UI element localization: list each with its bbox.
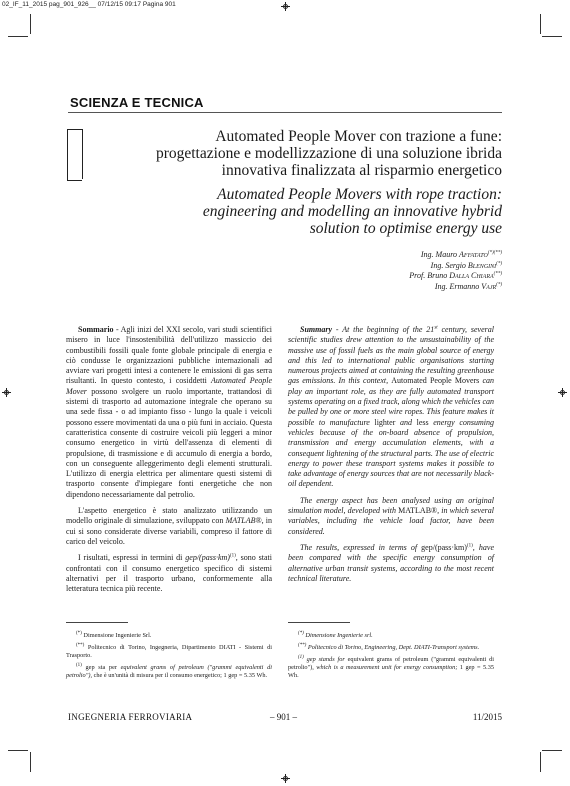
text-run: can play an important role, as they are fully automated transport systems operating on a fixed track, along which the vehicles can be pulled by one or more steel wire ropes. This feature makes it possible to manufacture: [288, 376, 494, 427]
registration-mark-icon: [281, 2, 290, 11]
footnote-mark: (**): [298, 642, 307, 648]
crop-mark: [8, 750, 28, 751]
author-affiliation-mark: (**): [493, 271, 502, 277]
title-en-line: solution to optimise energy use: [309, 220, 502, 237]
text-run-upright: Automated People Movers: [391, 376, 480, 386]
text-run: century, several scientific studies drew attention to the unsustainability of the massive use of fossil fuels as the main global source of energy and this led to international public organisations starting numerous projects aimed at containing the resulting greenhouse gas emissions. In this context,: [288, 325, 494, 386]
author-affiliation-mark: (*)(**): [487, 250, 502, 256]
author: [202, 282, 502, 293]
crop-mark: [542, 750, 562, 751]
text-run-upright: MATLAB®: [398, 506, 438, 516]
title-en-line: engineering and modelling an innovative hybrid: [202, 203, 502, 220]
title-english: [102, 186, 502, 237]
title-it-line: innovativa finalizzata al risparmio energetico: [221, 162, 502, 179]
footnote: [66, 644, 272, 660]
text-run-upright: lighter: [374, 417, 396, 427]
text-run: , sono stati confrontati con il consumo energetico specifico di sistemi alternativi per il trasporto urbano, conformemente alla letteratura tecnica più recente.: [66, 553, 272, 594]
summary-paragraph: [66, 506, 272, 547]
text-run: - At the beginning of the 21: [332, 325, 435, 334]
text-run: possono svolgere un ruolo importante, trattandosi di sistemi di trasporto ad automazione integrale che operano su una sede fissa - o ad impianto fisso - lungo la quale i veicoli possono essere movimentati da una o più funi in acciaio. Questa caratteristica consente di costruire veicoli più leggeri a minor consumo energetico in virtù dell'assenza di elementi di propulsione, di trasmissione e di accumulo di energia a bordo, con un conseguente alleggerimento degli elementi strutturali. L'utilizzo di energia elettrica per alimentare questi sistemi di trasporto consente d'impiegare fonti energetiche che non dipendono necessariamente dal petrolio.: [66, 386, 272, 499]
footnote-text: Politecnico di Torino, Engineering, Dept. DIATI-Transport systems.: [306, 644, 480, 651]
footnote-ref: (1): [229, 553, 236, 559]
summary-paragraph: [66, 325, 272, 500]
text-run-italic: MATLAB®: [225, 516, 262, 526]
author-prefix: Prof. Bruno: [409, 271, 450, 280]
text-run: energy consuming vehicles because of the on-board absence of propulsion, transmission and energy accumulation elements, with a consequent lightening of the structural parts. The use of electric energy to power these transport systems makes it possible to take advantage of energy sources that are not necessarily black-oil dependent.: [288, 417, 494, 489]
crop-mark: [30, 752, 31, 772]
footnotes-italian: [66, 632, 272, 684]
footnote-mark: (1): [76, 662, 82, 668]
footnote-text-italic: which is a measurement unit for energy consumption;: [316, 664, 458, 671]
author: [202, 261, 502, 272]
author-prefix: Ing. Sergio: [430, 260, 468, 270]
summary-paragraph: [288, 543, 494, 584]
summary-paragraph: [288, 325, 494, 490]
text-run: The energy aspect has been analysed using an original simulation model, developed with: [288, 495, 494, 516]
text-run: L'aspetto energetico è stato analizzato utilizzando un modello originale di simulazione, sviluppato con: [66, 506, 272, 526]
crop-mark: [542, 36, 562, 37]
title-bracket-decoration: [67, 129, 82, 181]
footnote-text: equivalent grams of petroleum ("grammi equivalenti di petrolio"),: [288, 656, 494, 671]
footnote: [66, 632, 272, 640]
author-surname: Vajr: [481, 281, 497, 291]
crop-mark: [8, 36, 28, 37]
footnote-text-italic: stands for: [318, 656, 345, 663]
text-run: The results, expressed in terms of: [300, 542, 422, 552]
author-affiliation-mark: (*): [496, 260, 502, 266]
footnote: [288, 656, 494, 680]
author-surname: Blengini: [467, 260, 497, 270]
text-run: , in cui si sono considerate diverse variabili, compreso il fattore di carico del veicolo.: [66, 516, 272, 546]
crop-mark: [540, 14, 541, 34]
section-heading: SCIENZA E TECNICA: [70, 95, 204, 110]
footnote-text: gep: [303, 656, 319, 663]
footnote-mark: (1): [298, 654, 304, 660]
author: [202, 271, 502, 282]
footnote-rule: [288, 622, 350, 623]
title-it-line: Automated People Mover con trazione a fune:: [215, 128, 502, 145]
print-slug: 02_IF_11_2015 pag_901_926__ 07/12/15 09:17 Pagina 901: [2, 1, 176, 8]
author-prefix: Ing. Ermanno: [434, 281, 482, 291]
footnote-mark: (**): [76, 642, 85, 648]
title-it-line: progettazione e modellizzazione di una soluzione ibrida: [155, 145, 502, 162]
text-run: , have been compared with the specific energy consumption of alternative urban transit systems, according to the most recent technical literature.: [288, 542, 494, 583]
text-run-upright: gep/(pass·km): [421, 542, 467, 552]
ordinal-suffix: st: [434, 325, 438, 331]
footnote-text: Dimensione Ingenierie srl.: [303, 632, 373, 639]
title-en-line: Automated People Movers with rope traction:: [217, 186, 502, 203]
text-run: and: [395, 417, 417, 427]
text-run: , in which several variables, including the vehicle load factor, have been considered.: [288, 506, 494, 536]
summary-label: Sommario: [78, 325, 114, 334]
footnote-rule: [66, 622, 128, 623]
summary-label: Summary: [300, 325, 333, 334]
text-run-italic: Automated People Mover: [66, 376, 273, 396]
author-list: [202, 250, 502, 292]
page-number: – 901 –: [270, 712, 297, 722]
footnote-mark: (*): [76, 630, 82, 636]
text-run-upright: less: [416, 417, 429, 427]
footnote-mark: (*): [298, 630, 304, 636]
text-run: I risultati, espressi in termini di: [78, 553, 186, 563]
footnote-text: Dimensione Ingenierie Srl.: [81, 632, 152, 639]
section-divider: [68, 112, 502, 113]
crop-mark: [540, 752, 541, 772]
author-surname: Dalla Chiara: [449, 271, 494, 280]
footnote-text-italic: equivalent grams of petroleum ("grammi equivalenti di petrolio"): [66, 664, 272, 679]
registration-mark-icon: [558, 388, 567, 397]
footnote-text: gep sta per: [81, 664, 121, 671]
footnote-ref: (1): [466, 543, 473, 549]
summary-italian: [66, 325, 272, 600]
author-surname: Affatato: [459, 250, 488, 259]
crop-mark: [30, 14, 31, 34]
footnote-text: , che è un'unità di misura per il consumo energetico; 1 gep = 5.35 Wh.: [90, 672, 268, 679]
registration-mark-icon: [281, 774, 290, 783]
title-italian: [122, 128, 502, 179]
footnote-text: 1 gep = 5.35 Wh.: [288, 664, 495, 679]
footnotes-english: [288, 632, 494, 684]
author-prefix: Ing. Mauro: [420, 250, 460, 259]
summary-english: [288, 325, 494, 590]
author: [202, 250, 502, 261]
issue-date: 11/2015: [472, 712, 502, 722]
registration-mark-icon: [2, 388, 11, 397]
footnote: [66, 664, 272, 680]
journal-name: INGEGNERIA FERROVIARIA: [68, 712, 193, 722]
footnote: [288, 632, 494, 640]
summary-paragraph: [66, 553, 272, 594]
author-affiliation-mark: (*): [496, 281, 502, 287]
summary-paragraph: [288, 496, 494, 537]
footnote: [288, 644, 494, 652]
text-run: - Agli inizi del XXI secolo, vari studi scientifici misero in luce l'insostenibilità dell'utilizzo massiccio dei combustibili fossili quale fonte globale principale di energia e ciò condusse le organizzazioni pubbliche internazionali ad avviare vari progetti intesi a contenere le emissioni di gas serra risultanti. In questo contesto, i cosiddetti: [66, 325, 272, 386]
footnote-text: Politecnico di Torino, Ingegneria, Dipartimento DIATI - Sistemi di Trasporto.: [66, 644, 272, 659]
text-run-italic: gep/(pass·km): [185, 553, 230, 563]
